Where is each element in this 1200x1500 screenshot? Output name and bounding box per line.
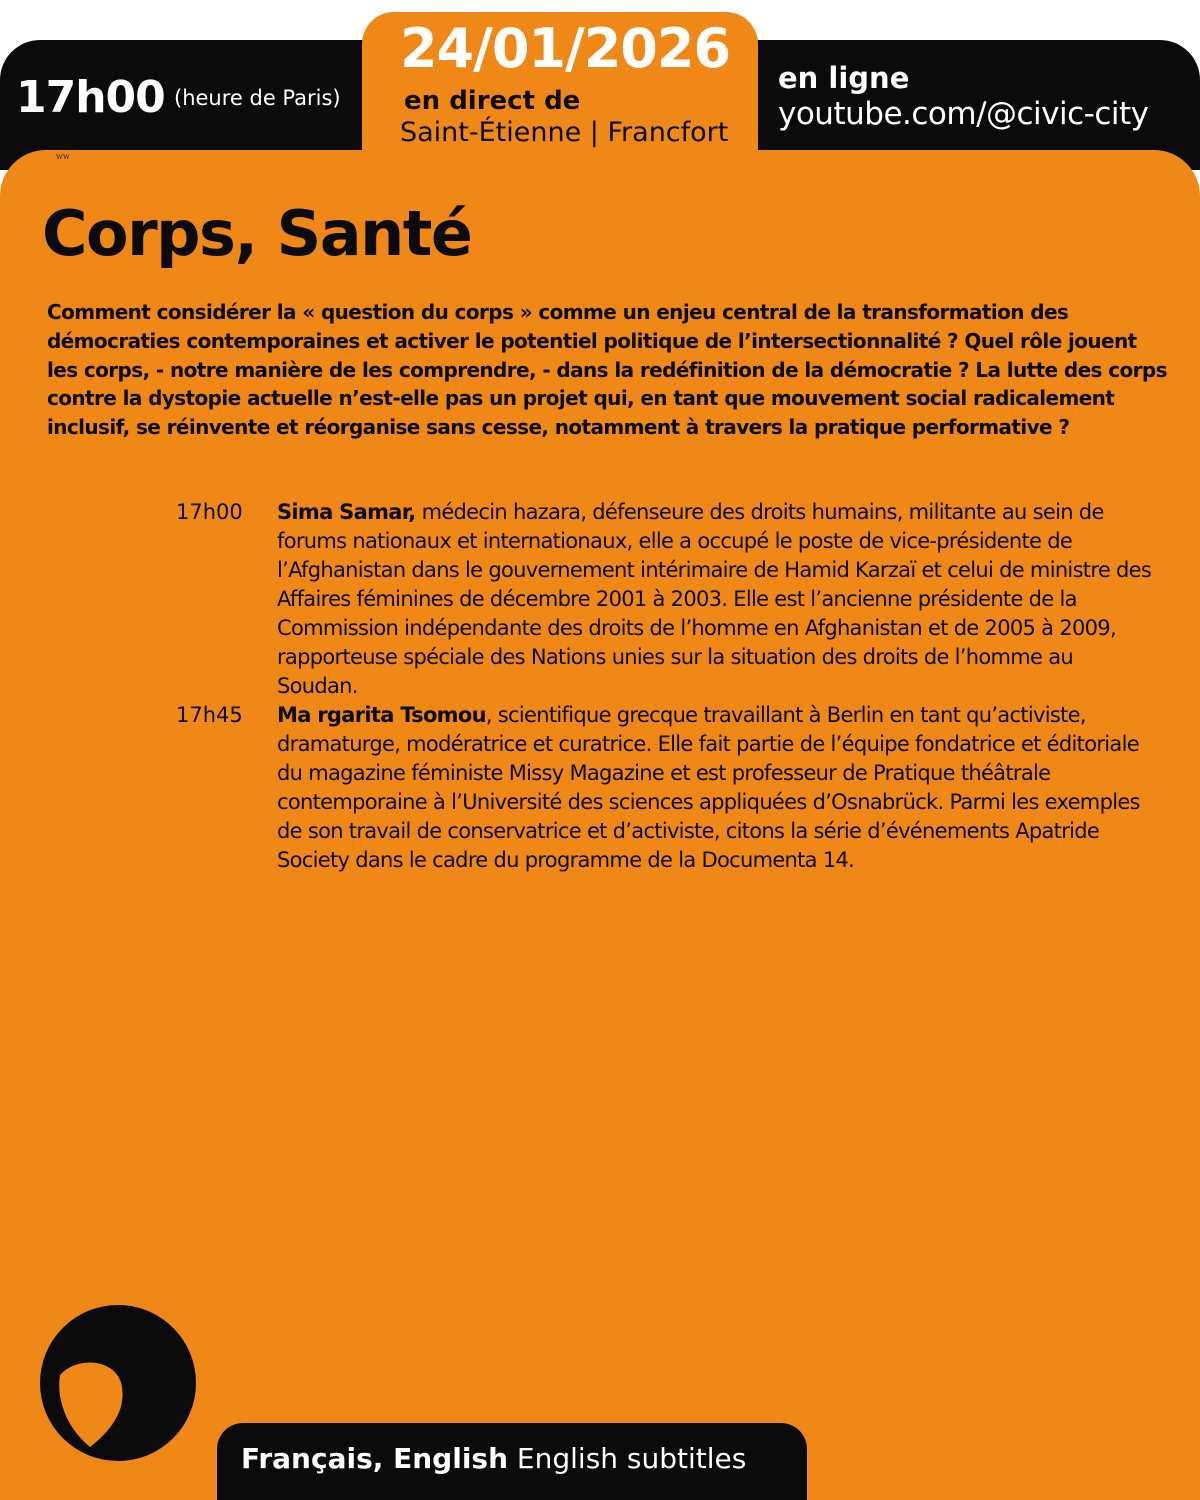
spoken-languages: Français, English bbox=[241, 1442, 509, 1475]
tiny-mark: ww bbox=[56, 152, 70, 161]
subtitle-languages: English subtitles bbox=[516, 1442, 747, 1475]
time-zone-note: (heure de Paris) bbox=[174, 86, 341, 110]
online-label: en ligne bbox=[778, 61, 910, 95]
language-info bbox=[241, 1444, 746, 1475]
live-cities: Saint-Étienne | Francfort bbox=[400, 117, 729, 148]
event-time: 17h00 bbox=[16, 72, 165, 123]
schedule bbox=[0, 498, 1200, 875]
speaker-description: médecin hazara, défenseure des droits humains, militante au sein de forums nationaux et internationaux, elle a occupé le poste de vice-présidente de l’Afghanistan dans le gouvernement intérimaire de Hamid Karzaï et celui de ministre des Affaires féminines de décembre 2001 à 2003. Elle est l’ancienne présidente de la Commission indépendante des droits de l’homme en Afghanistan et de 2005 à 2009, rapporteuse spéciale des Nations unies sur la situation des droits de l’homme au Soudan. bbox=[277, 500, 1152, 698]
entry-text bbox=[277, 701, 1157, 875]
schedule-entry bbox=[0, 498, 1200, 701]
intro-paragraph: Comment considérer la « question du corps » comme un enjeu central de la transformation des démocraties contemporaines et activer le potentiel politique de l’intersectionnalité ? Quel rôle jouent les corps, - notre manière de les comprendre, - dans la redéfinition de la démocratie ? La lutte des corps contre la dystopie actuelle n’est-elle pas un projet qui, en tant que mouvement social radicalement inclusif, se réinvente et réorganise sans cesse, notamment à travers la pratique performative ? bbox=[47, 300, 1167, 440]
page-title: Corps, Santé bbox=[42, 197, 472, 270]
speaker-name: Ma rgarita Tsomou bbox=[277, 703, 486, 727]
circle-logo-icon bbox=[38, 1303, 198, 1463]
speaker-name: Sima Samar, bbox=[277, 500, 416, 524]
entry-time: 17h00 bbox=[176, 500, 243, 524]
online-url-link[interactable]: youtube.com/@civic-city bbox=[778, 96, 1149, 132]
entry-text bbox=[277, 498, 1157, 701]
entry-time: 17h45 bbox=[176, 703, 243, 727]
schedule-entry bbox=[0, 701, 1200, 875]
live-label: en direct de bbox=[404, 86, 581, 116]
speaker-description: , scientifique grecque travaillant à Berlin en tant qu’activiste, dramaturge, modératrice et curatrice. Elle fait partie de l’équipe fondatrice et éditoriale du magazine féministe Missy Magazine et est professeur de Pratique théâtrale contemporaine à l’Université des sciences appliquées d’Osnabrück. Parmi les exemples de son travail de conservatrice et d’activiste, citons la série d’événements Apatride Society dans le cadre du programme de la Documenta 14. bbox=[277, 703, 1140, 872]
event-date: 24/01/2026 bbox=[399, 17, 731, 80]
